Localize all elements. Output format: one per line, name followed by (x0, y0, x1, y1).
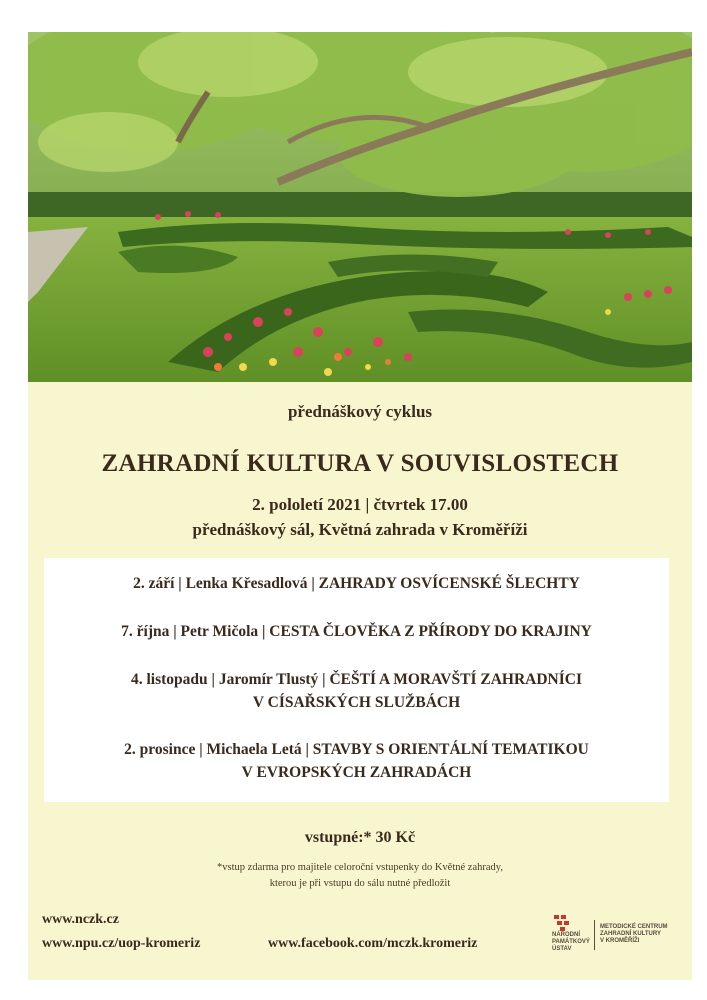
lecture-line-2: V EVROPSKÝCH ZAHRADÁCH (241, 764, 472, 781)
lecture-line: 7. října | Petr Mičola | CESTA ČLOVĚKA Z PŘÍRODY DO KRAJINY (121, 623, 592, 640)
mczk-logo-text: METODICKÉ CENTRUM ZAHRADNÍ KULTURY V KROMĚŘÍŽI (600, 924, 668, 944)
link-npu[interactable]: www.npu.cz/uop-kromeriz (42, 936, 201, 951)
poster (28, 32, 692, 980)
logo-divider (594, 920, 595, 950)
page-title: ZAHRADNÍ KULTURA V SOUVISLOSTECH (101, 450, 619, 477)
admission-fee: vstupné:* 30 Kč (304, 829, 416, 846)
fee-note-line: kterou je při vstupu do sálu nutné předložit (269, 878, 451, 889)
fee-note (28, 860, 692, 892)
lecture-line: 2. prosince | Michaela Letá | STAVBY S ORIENTÁLNÍ TEMATIKOU (124, 741, 589, 758)
schedule: 2. pololetí 2021 | čtvrtek 17.00 (252, 495, 468, 514)
venue: přednáškový sál, Květná zahrada v Kroměříži (192, 520, 528, 539)
lecture-program (44, 558, 669, 802)
fee-note-line: *vstup zdarma pro majitele celoroční vstupenky do Květné zahrady, (217, 862, 503, 873)
lecture-item (44, 620, 669, 643)
link-nczk[interactable]: www.nczk.cz (42, 912, 119, 927)
link-facebook[interactable]: www.facebook.com/mczk.kromeriz (268, 936, 478, 951)
lecture-item (44, 668, 669, 714)
lecture-item (44, 738, 669, 784)
subtitle: přednáškový cyklus (287, 402, 433, 421)
lecture-item (44, 572, 669, 595)
lecture-line: 4. listopadu | Jaromír Tlustý | ČEŠTÍ A MORAVŠTÍ ZAHRADNÍCI (131, 671, 582, 688)
npu-logo-icon (552, 914, 574, 932)
npu-logo (550, 914, 670, 954)
lecture-line-2: V CÍSAŘSKÝCH SLUŽBÁCH (252, 694, 461, 711)
lecture-line: 2. září | Lenka Křesadlová | ZAHRADY OSVÍCENSKÉ ŠLECHTY (133, 575, 580, 592)
npu-logo-text: NÁRODNÍ PAMÁTKOVÝ ÚSTAV (552, 932, 590, 952)
garden-photo (28, 32, 692, 382)
